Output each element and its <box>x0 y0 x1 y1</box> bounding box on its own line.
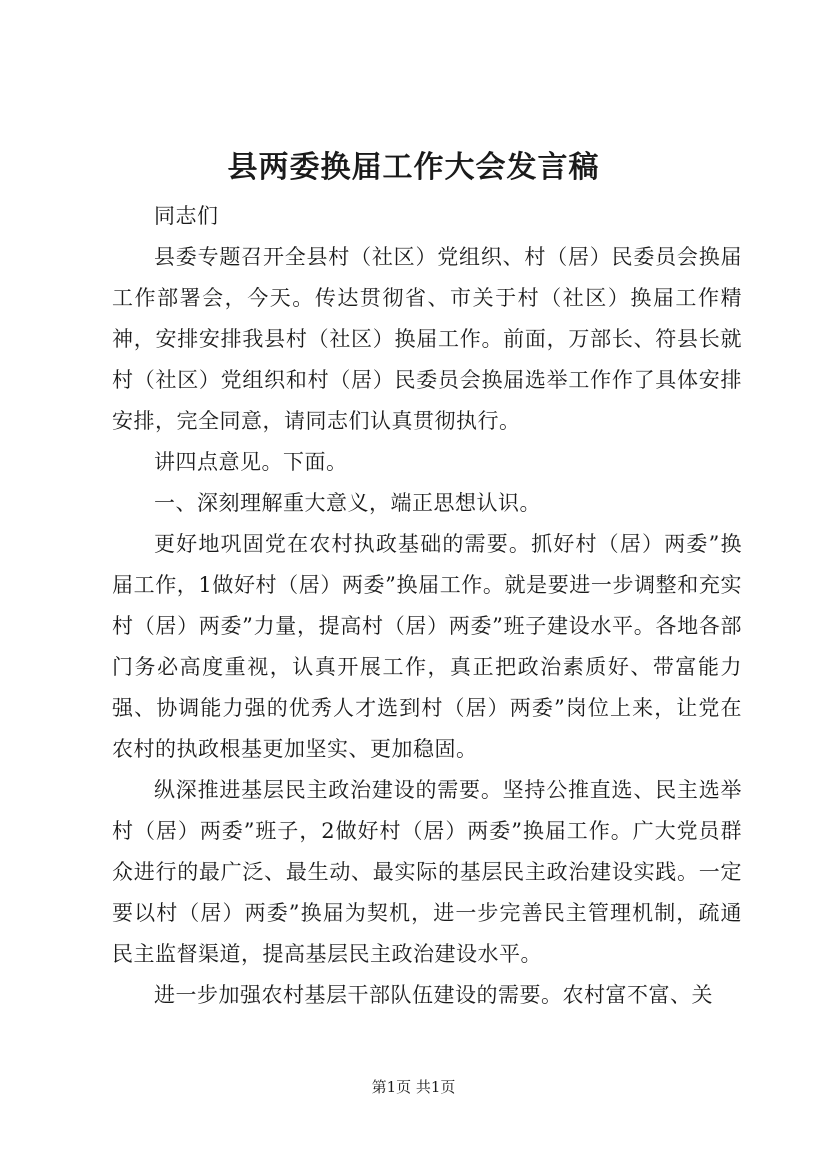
paragraph-point-1: 更好地巩固党在农村执政基础的需要。抓好村（居）两委”换届工作，1做好村（居）两委”换届工作。就是要进一步调整和充实村（居）两委”力量，提高村（居）两委”班子建设水平。各地各部门务必高度重视，认真开展工作，真正把政治素质好、带富能力强、协调能力强的优秀人才选到村（居）两委”岗位上来，让党在农村的执政根基更加坚实、更加稳固。 <box>112 532 742 761</box>
section-heading-1: 一、深刻理解重大意义，端正思想认识。 <box>154 491 541 515</box>
paragraph-greeting: 同志们 <box>154 204 219 228</box>
page-footer: 第1页 共1页 <box>371 1078 456 1096</box>
paragraph-intro: 县委专题召开全县村（社区）党组织、村（居）民委员会换届工作部署会，今天。传达贯彻省、市关于村（社区）换届工作精神，安排安排我县村（社区）换届工作。前面，万部长、符县长就村（社区）党组织和村（居）民委员会换届选举工作作了具体安排安排，完全同意，请同志们认真贯彻执行。 <box>112 245 742 433</box>
paragraph-point-3: 进一步加强农村基层干部队伍建设的需要。农村富不富、关 <box>154 983 713 1007</box>
paragraph-point-2: 纵深推进基层民主政治建设的需要。坚持公推直选、民主选举村（居）两委”班子，2做好村（居）两委”换届工作。广大党员群众进行的最广泛、最生动、最实际的基层民主政治建设实践。一定要以村（居）两委”换届为契机，进一步完善民主管理机制，疏通民主监督渠道，提高基层民主政治建设水平。 <box>112 778 742 966</box>
document-body <box>112 196 742 1016</box>
paragraph-transition: 讲四点意见。下面。 <box>154 450 348 474</box>
document-title: 县两委换届工作大会发言稿 <box>227 150 600 185</box>
